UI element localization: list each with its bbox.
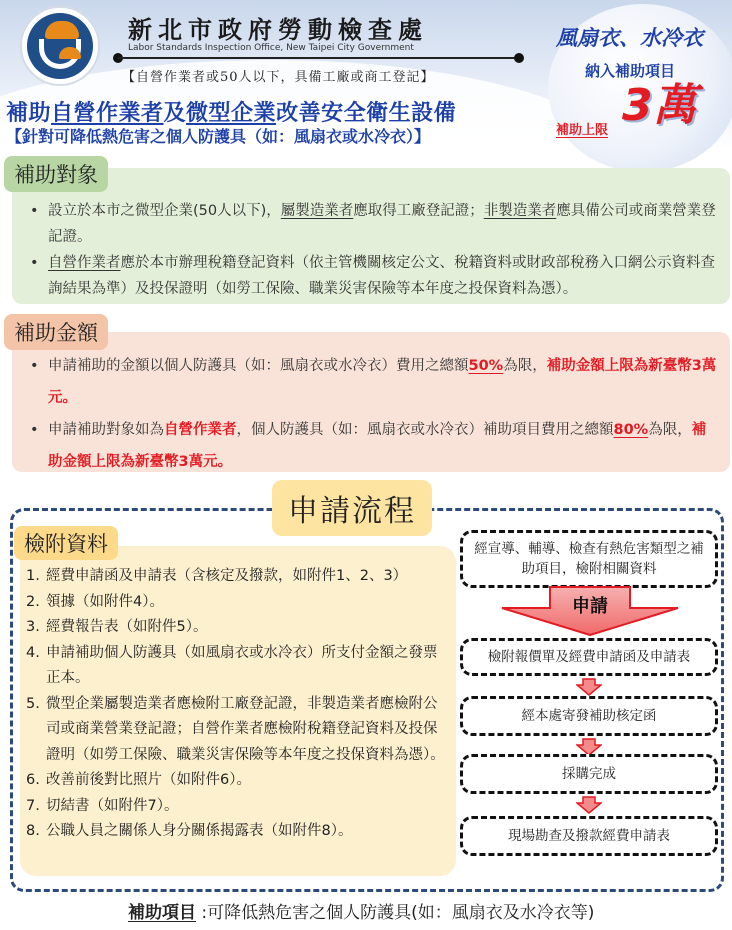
amount-list: [26, 350, 720, 478]
title-part: 改善安全衛生設備: [276, 101, 457, 126]
footer-note: [128, 898, 594, 923]
flow-step-3: 經本處寄發補助核定函: [460, 696, 718, 736]
flow-step-1: 經宣導、輔導、檢查有熱危害類型之補助項目，檢附相關資料: [460, 530, 718, 588]
item-number: 7.: [26, 797, 40, 814]
footer-text: :可降低熱危害之個人防護具(如：風扇衣及水冷衣等): [196, 903, 595, 923]
amount-section: [12, 332, 730, 472]
item-number: 6.: [26, 772, 40, 788]
title-part-self-employed: 自營作業者: [51, 101, 164, 126]
list-item: [26, 350, 720, 414]
line-dot-right: [514, 53, 524, 63]
document-item: [26, 692, 448, 769]
text: 應於本市辦理稅籍登記資料（依主管機關核定公文、稅籍資料或財政部稅務入口網公示資料查詢結果為準）及投保證明（如勞工保險、職業災害保險等本年度之投保資料為憑）。: [48, 255, 715, 297]
promo-items: 風扇衣、水冷衣: [556, 26, 703, 50]
item-number: 4.: [26, 644, 40, 661]
text-manufacturing: 屬製造業者: [280, 203, 354, 219]
title-part-micro-enterprise: 微型企業: [186, 101, 277, 126]
list-item: [26, 250, 720, 302]
flow-step-5: 現場勘查及撥款經費申請表: [460, 816, 718, 856]
item-text: 經費報告表（如附件5）。: [46, 619, 208, 635]
flow-step-2: 檢附報價單及經費申請函及申請表: [460, 638, 718, 676]
eligibility-list: [26, 198, 720, 302]
self-employed-text: 自營作業者: [164, 422, 237, 438]
promo-included: 納入補助項目: [585, 62, 676, 80]
item-text: 經費申請函及申請表（含核定及撥款，如附件1、2、3）: [46, 568, 408, 584]
documents-list: [26, 564, 448, 845]
document-item: [26, 564, 448, 590]
percent-50: 50%: [468, 358, 504, 374]
helmet-small-icon: [59, 47, 81, 59]
down-arrow-icon: [576, 796, 602, 814]
eligibility-section: [12, 168, 730, 304]
list-item: [26, 414, 720, 478]
item-text: 公職人員之關係人身分關係揭露表（如附件8）。: [46, 823, 353, 839]
documents-heading: 檢附資料: [14, 526, 118, 560]
flow-step-4: 採購完成: [460, 754, 718, 794]
text: 申請補助的金額以個人防護具（如：風扇衣或水冷衣）費用之總額: [48, 358, 469, 374]
tagline: 【自營作業者或50人以下，具備工廠或商工登記】: [122, 70, 435, 85]
text: 應具備公司或商業營業登記證。: [48, 203, 716, 245]
item-text: 微型企業屬製造業者應檢附工廠登記證，非製造業者應檢附公司或商業營業登記證；自營作業者應檢附稅籍登記資料及投保證明（如勞工保險、職業災害保險等本年度之投保資料為憑）。: [46, 695, 445, 763]
text-non-manufacturing: 非製造業者: [483, 203, 557, 219]
text: 設立於本市之微型企業(50人以下)，: [48, 203, 281, 219]
item-number: 8.: [26, 823, 40, 839]
text: 應取得工廠登記證；: [353, 203, 484, 219]
page-subtitle: 【針對可降低熱危害之個人防護具（如：風扇衣或水冷衣）】: [6, 127, 431, 146]
promo-limit-label: 補助上限: [556, 123, 609, 138]
document-item: [26, 768, 448, 794]
document-item: [26, 794, 448, 820]
list-item: [26, 198, 720, 250]
helmet-icon: [45, 21, 79, 39]
text: 申請補助對象如為: [48, 422, 164, 438]
limit-text: 補助金額上限為新臺幣3萬元。: [48, 422, 707, 470]
footer-label: 補助項目: [128, 903, 196, 923]
document-item: [26, 819, 448, 845]
down-arrow-icon: [576, 678, 602, 696]
item-number: 2.: [26, 593, 40, 610]
text: 為限，: [503, 358, 547, 374]
header-divider: [118, 57, 518, 59]
item-text: 改善前後對比照片（如附件6）。: [46, 772, 251, 788]
logo-emblem-icon: [27, 13, 93, 79]
document-item: [26, 590, 448, 616]
percent-80: 80%: [613, 422, 649, 438]
text-self-employed: 自營作業者: [48, 255, 121, 271]
document-item: [26, 641, 448, 692]
org-name-zh: 新北市政府勞動檢查處: [128, 16, 428, 44]
process-heading: 申請流程: [272, 480, 432, 536]
office-logo: [20, 6, 100, 86]
text: ，個人防護具（如：風扇衣或水冷衣）補助項目費用之總額: [236, 422, 614, 438]
item-text: 申請補助個人防護具（如風扇衣或水冷衣）所支付金額之發票正本。: [46, 644, 438, 686]
item-number: 5.: [26, 695, 40, 712]
item-number: 3.: [26, 619, 40, 635]
item-text: 切結書（如附件7）。: [46, 797, 179, 814]
title-part: 及: [163, 101, 187, 126]
amount-heading: 補助金額: [4, 314, 108, 350]
promo-amount: 3萬: [622, 80, 697, 131]
limit-text: 補助金額上限為新臺幣3萬元。: [48, 358, 717, 406]
eligibility-heading: 補助對象: [4, 156, 108, 192]
text: 為限，: [648, 422, 692, 438]
documents-panel: [20, 546, 456, 876]
item-number: 1.: [26, 568, 40, 584]
item-text: 領據（如附件4）。: [46, 593, 164, 610]
page-title: [6, 96, 456, 127]
apply-label: 申請: [572, 596, 608, 617]
title-part: 補助: [6, 101, 52, 126]
org-name-en: Labor Standards Inspection Office, New Taipei City Government: [128, 43, 414, 53]
document-item: [26, 615, 448, 641]
